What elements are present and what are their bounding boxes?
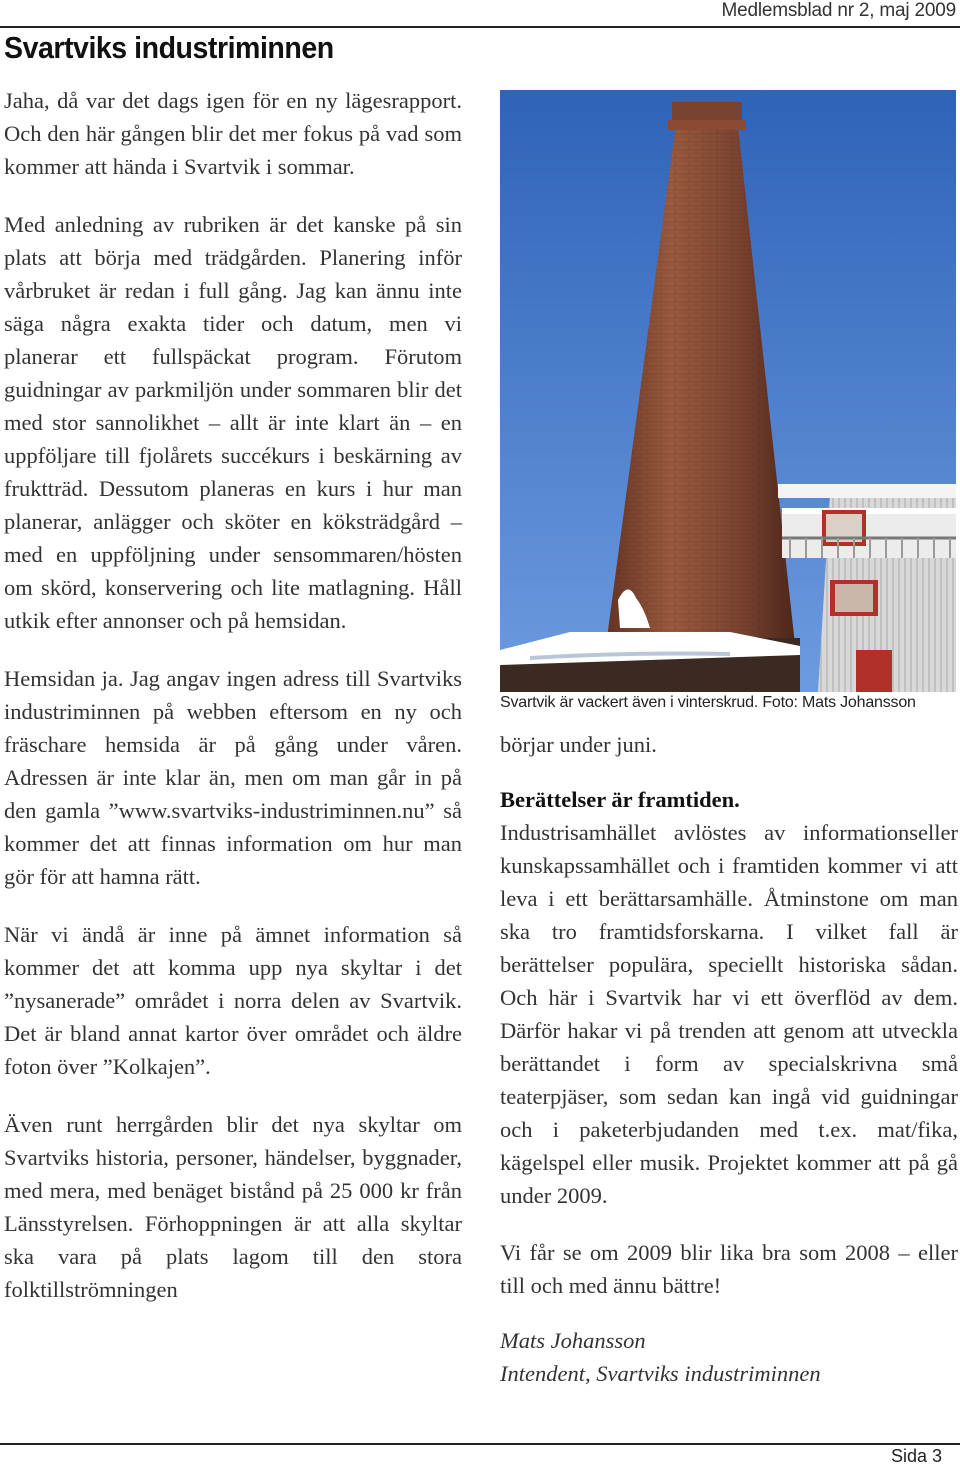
photo-caption: Svartvik är vackert även i vinterskrud. Foto: Mats Johansson bbox=[500, 694, 916, 711]
paragraph-signs: När vi ändå är inne på ämnet information så kommer det att komma upp nya skyltar i det ”nysanerade” området i norra delen av Svartvik. Det är bland annat kartor över området och äldre foton över ”Kolkajen”. bbox=[4, 922, 462, 1079]
signature-title: Intendent, Svartviks industriminnen bbox=[500, 1361, 821, 1386]
left-column bbox=[4, 84, 462, 1331]
paragraph-closing: Vi får se om 2009 blir lika bra som 2008 – eller till och med ännu bättre! bbox=[500, 1240, 958, 1298]
subheading: Berättelser är framtiden. bbox=[500, 787, 740, 812]
paragraph-continuation: börjar under juni. bbox=[500, 732, 657, 757]
header-rule bbox=[0, 26, 960, 28]
paragraph-garden: Med anledning av rubriken är det kanske på sin plats att börja med trädgården. Planering inför vårbruket är redan i full gång. Jag kan ännu inte säga några exakta tider och datum, men vi planerar ett fullspäckat program. Förutom guidningar av parkmiljön under sommaren blir det med stor sannolikhet – allt är inte klart än – en uppföljare till fjolårets succékurs i beskärning av fruktträd. Dessutom planeras en kurs i hur man planerar, anlägger och sköter en köksträdgård – med en uppföljning under sensommaren/hösten om skörd, konservering och lite matlagning. Håll utkik efter annonser och på hemsidan. bbox=[4, 212, 462, 633]
paragraph-manor: Även runt herrgården blir det nya skyltar om Svartviks historia, personer, händelser, byggnader, med mera, med benäget bistånd på 25 000 kr från Länsstyrelsen. Förhoppningen är att alla skyltar ska vara på plats lagom till den stora folktillströmningen bbox=[4, 1112, 462, 1302]
page-number: Sida 3 bbox=[890, 1446, 942, 1466]
article-title: Svartviks industriminnen bbox=[4, 30, 334, 65]
paragraph-stories: Industrisamhället avlöstes av informationseller kunskapssamhället och i framtiden kommer vi att leva i ett berättarsamhälle. Åtminstone om man ska tro framtidsforskarna. I vilket fall är berättelser populära, speciellt historiska sådan. Och här i Svartvik har vi ett överflöd av dem. Därför hakar vi på trenden att genom att utveckla berättandet i form av specialskrivna små teaterpjäser, som sedan kan ingå vid guidningar och i paketerbjudanden med t.ex. mat/fika, kägelspel eller musik. Projektet kommer att på gå under 2009. bbox=[500, 820, 958, 1208]
issue-label: Medlemsblad nr 2, maj 2009 bbox=[721, 0, 956, 21]
signature-name: Mats Johansson bbox=[500, 1328, 646, 1353]
chimney-photo bbox=[500, 90, 956, 692]
paragraph-intro: Jaha, då var det dags igen för en ny lägesrapport. Och den här gången blir det mer fokus på vad som kommer att hända i Svartvik i sommar. bbox=[4, 88, 462, 179]
right-column bbox=[500, 728, 958, 1390]
paragraph-website: Hemsidan ja. Jag angav ingen adress till Svartviks industriminnen på webben eftersom en ny och fräschare hemsida är på gång under våren. Adressen är inte klar än, men om man går in på den gamla ”www.svartviks-industriminnen.nu” så kommer det att finnas information om hur man gör för att hamna rätt. bbox=[4, 666, 462, 889]
footer-rule bbox=[0, 1443, 960, 1445]
